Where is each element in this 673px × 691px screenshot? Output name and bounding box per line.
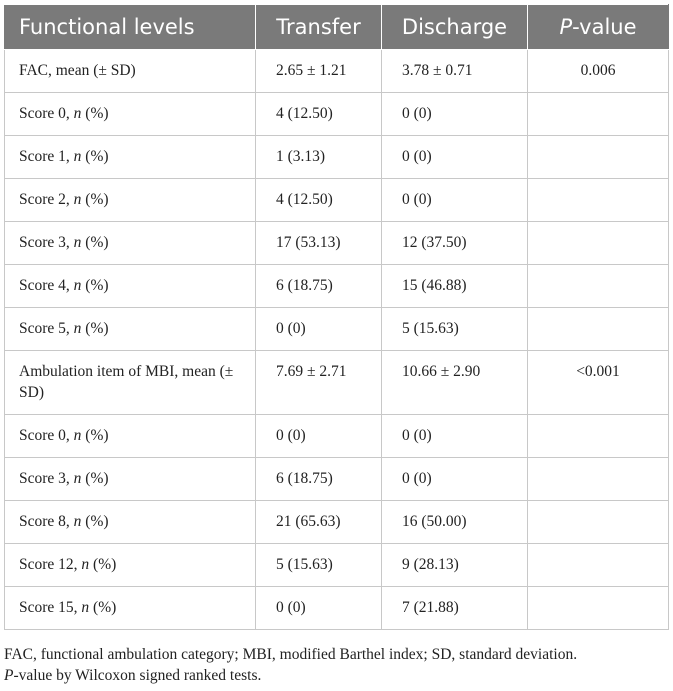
footnote-abbreviations: FAC, functional ambulation category; MBI, modified Barthel index; SD, standard deviation. [4, 646, 578, 663]
row-label-suffix: (%) [81, 427, 109, 444]
cell-transfer [256, 587, 382, 630]
row-label-suffix: (%) [81, 320, 109, 337]
transfer-value: 4 (12.50) [276, 105, 333, 122]
cell-p-value [528, 587, 669, 630]
row-label-n: n [73, 470, 82, 487]
table-row [5, 136, 669, 179]
row-label-text: Score 2, [19, 191, 74, 208]
table-row [5, 222, 669, 265]
table-row [5, 415, 669, 458]
cell-discharge [382, 351, 528, 415]
table-header-row [5, 5, 669, 50]
row-label-suffix: (%) [81, 191, 109, 208]
cell-discharge [382, 415, 528, 458]
cell-p-value [528, 458, 669, 501]
cell-p-value [528, 179, 669, 222]
table-row [5, 93, 669, 136]
cell-transfer [256, 351, 382, 415]
cell-transfer [256, 544, 382, 587]
cell-transfer [256, 501, 382, 544]
row-label-n: n [81, 556, 90, 573]
table-row [5, 351, 669, 415]
table-row [5, 50, 669, 93]
table-body [5, 50, 669, 630]
row-label-suffix: (%) [81, 234, 109, 251]
transfer-value: 0 (0) [276, 320, 306, 337]
cell-transfer [256, 265, 382, 308]
discharge-value: 15 (46.88) [402, 277, 467, 294]
row-label-text: Score 1, [19, 148, 74, 165]
row-label-suffix: (%) [81, 277, 109, 294]
cell-discharge [382, 587, 528, 630]
header-discharge: Discharge [382, 5, 528, 50]
row-label-text: Score 12, [19, 556, 82, 573]
discharge-value: 0 (0) [402, 427, 432, 444]
row-label [5, 458, 256, 501]
footnote-p-italic: P [4, 667, 14, 684]
cell-transfer [256, 458, 382, 501]
footnote-p-value-note [4, 665, 672, 686]
row-label-n: n [73, 105, 82, 122]
cell-transfer [256, 308, 382, 351]
row-label [5, 222, 256, 265]
row-label-n: n [73, 513, 82, 530]
row-label [5, 136, 256, 179]
cell-p-value [528, 93, 669, 136]
cell-p-value [528, 136, 669, 179]
row-label-suffix: (%) [81, 470, 109, 487]
transfer-value: 0 (0) [276, 599, 306, 616]
transfer-value: 5 (15.63) [276, 556, 333, 573]
cell-p-value [528, 222, 669, 265]
row-label-suffix: (%) [89, 556, 117, 573]
cell-discharge [382, 265, 528, 308]
transfer-value: 17 (53.13) [276, 234, 341, 251]
header-p-value [528, 5, 669, 50]
row-label-text: Score 3, [19, 470, 74, 487]
cell-transfer [256, 415, 382, 458]
row-label-suffix: (%) [81, 105, 109, 122]
row-label-text: Score 8, [19, 513, 74, 530]
cell-discharge [382, 50, 528, 93]
discharge-value: 3.78 ± 0.71 [402, 62, 473, 79]
cell-p-value [528, 50, 669, 93]
table-row [5, 501, 669, 544]
discharge-value: 0 (0) [402, 105, 432, 122]
cell-transfer [256, 179, 382, 222]
cell-p-value [528, 351, 669, 415]
transfer-value: 1 (3.13) [276, 148, 326, 165]
row-label-text: Score 0, [19, 105, 74, 122]
row-label-n: n [73, 320, 82, 337]
row-label-suffix: (%) [81, 148, 109, 165]
row-label-text: Score 4, [19, 277, 74, 294]
table-row [5, 544, 669, 587]
discharge-value: 0 (0) [402, 191, 432, 208]
transfer-value: 7.69 ± 2.71 [276, 363, 347, 380]
cell-discharge [382, 136, 528, 179]
header-functional-levels: Functional levels [5, 5, 256, 50]
row-label-n: n [81, 599, 90, 616]
discharge-value: 9 (28.13) [402, 556, 459, 573]
cell-transfer [256, 93, 382, 136]
discharge-value: 5 (15.63) [402, 320, 459, 337]
row-label [5, 587, 256, 630]
cell-discharge [382, 458, 528, 501]
transfer-value: 21 (65.63) [276, 513, 341, 530]
cell-discharge [382, 93, 528, 136]
transfer-value: 4 (12.50) [276, 191, 333, 208]
row-label-n: n [73, 148, 82, 165]
row-label [5, 501, 256, 544]
header-transfer: Transfer [256, 5, 382, 50]
results-table [4, 4, 669, 630]
header-p-rest: -value [572, 15, 637, 39]
discharge-value: 0 (0) [402, 148, 432, 165]
row-label-text: FAC, mean (± SD) [19, 62, 136, 79]
cell-p-value [528, 265, 669, 308]
discharge-value: 12 (37.50) [402, 234, 467, 251]
cell-transfer [256, 50, 382, 93]
cell-discharge [382, 544, 528, 587]
cell-p-value [528, 501, 669, 544]
cell-discharge [382, 179, 528, 222]
cell-discharge [382, 501, 528, 544]
row-label [5, 265, 256, 308]
row-label-text: Score 15, [19, 599, 82, 616]
discharge-value: 10.66 ± 2.90 [402, 363, 481, 380]
table-row [5, 179, 669, 222]
cell-discharge [382, 222, 528, 265]
row-label-n: n [73, 277, 82, 294]
transfer-value: 0 (0) [276, 427, 306, 444]
table-row [5, 265, 669, 308]
cell-transfer [256, 222, 382, 265]
table-footnote [4, 644, 672, 686]
discharge-value: 7 (21.88) [402, 599, 459, 616]
row-label [5, 415, 256, 458]
transfer-value: 6 (18.75) [276, 277, 333, 294]
discharge-value: 0 (0) [402, 470, 432, 487]
discharge-value: 16 (50.00) [402, 513, 467, 530]
table-row [5, 458, 669, 501]
row-label [5, 544, 256, 587]
row-label-n: n [73, 234, 82, 251]
transfer-value: 2.65 ± 1.21 [276, 62, 347, 79]
header-p-italic: P [559, 15, 573, 39]
cell-discharge [382, 308, 528, 351]
cell-p-value [528, 544, 669, 587]
row-label-text: Score 5, [19, 320, 74, 337]
cell-transfer [256, 136, 382, 179]
row-label [5, 93, 256, 136]
row-label-suffix: (%) [81, 513, 109, 530]
row-label-text: Score 3, [19, 234, 74, 251]
table-row [5, 308, 669, 351]
cell-p-value [528, 308, 669, 351]
cell-p-value [528, 415, 669, 458]
p-value: 0.006 [580, 62, 616, 79]
row-label [5, 50, 256, 93]
row-label-text: Ambulation item of MBI, mean (± SD) [19, 363, 234, 401]
footnote-p-rest: -value by Wilcoxon signed ranked tests. [13, 667, 262, 684]
row-label [5, 179, 256, 222]
row-label-n: n [73, 191, 82, 208]
table-row [5, 587, 669, 630]
row-label [5, 351, 256, 415]
row-label-suffix: (%) [89, 599, 117, 616]
row-label-n: n [73, 427, 82, 444]
p-value: <0.001 [576, 363, 620, 380]
row-label-text: Score 0, [19, 427, 74, 444]
transfer-value: 6 (18.75) [276, 470, 333, 487]
row-label [5, 308, 256, 351]
